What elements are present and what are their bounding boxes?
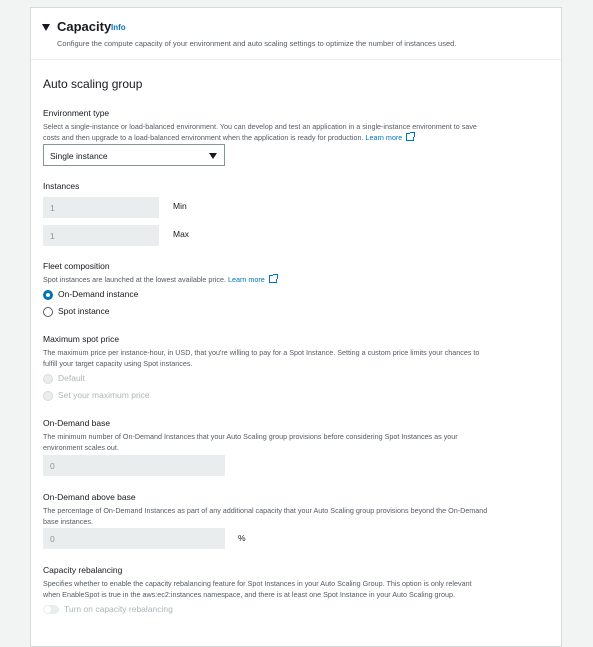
fleet-learn-more-link[interactable]: Learn more <box>228 275 265 284</box>
od-above-description-1: The percentage of On-Demand Instances as part of any additional capacity that your Auto Scaling group provisions beyond the On-Demand <box>43 506 488 515</box>
rebalancing-label: Capacity rebalancing <box>43 565 123 575</box>
external-link-icon[interactable] <box>269 275 277 283</box>
capacity-description: Configure the compute capacity of your environment and auto scaling settings to optimize the number of instances used. <box>57 39 457 48</box>
env-type-label: Environment type <box>43 108 110 118</box>
od-above-input: 0 <box>43 528 225 549</box>
radio-default-price-label: Default <box>58 373 85 383</box>
asg-title: Auto scaling group <box>43 77 143 91</box>
env-type-select[interactable] <box>43 144 225 166</box>
fleet-description: Spot instances are launched at the lowest available price. Learn more <box>43 274 277 285</box>
max-spot-label: Maximum spot price <box>43 334 120 344</box>
instances-min-label: Min <box>173 201 187 211</box>
instances-max-input: 1 <box>43 225 159 246</box>
od-above-label: On-Demand above base <box>43 492 136 502</box>
instances-max-label: Max <box>173 229 190 239</box>
capacity-title[interactable]: Capacity <box>57 19 112 34</box>
od-base-label: On-Demand base <box>43 418 111 428</box>
od-above-description-2: base instances. <box>43 517 93 526</box>
env-type-description-2: costs and then upgrade to a load-balanced environment when the application is ready for production. Learn more <box>43 132 414 143</box>
capacity-panel <box>30 7 562 647</box>
info-link[interactable]: Info <box>111 23 126 32</box>
external-link-icon[interactable] <box>406 133 414 141</box>
env-type-learn-more-link[interactable]: Learn more <box>365 133 403 142</box>
max-spot-description-2: fulfill your target capacity using Spot instances. <box>43 359 193 368</box>
env-type-selected-value: Single instance <box>50 151 108 161</box>
radio-on-demand[interactable] <box>43 290 53 300</box>
capacity-header <box>31 8 561 60</box>
od-base-description-2: environment scales out. <box>43 443 119 452</box>
od-base-input: 0 <box>43 455 225 476</box>
radio-custom-price <box>43 391 53 401</box>
od-above-unit: % <box>238 533 246 543</box>
max-spot-description-1: The maximum price per instance-hour, in USD, that you're willing to pay for a Spot Instance. Setting a custom price limits your chances to <box>43 348 480 357</box>
env-type-description-1: Select a single-instance or load-balanced environment. You can develop and test an application in a single-instance environment to save <box>43 122 477 131</box>
chevron-down-icon <box>209 153 217 159</box>
rebalancing-toggle <box>43 605 59 614</box>
rebalancing-toggle-label: Turn on capacity rebalancing <box>64 604 173 614</box>
radio-default-price <box>43 374 53 384</box>
instances-label: Instances <box>43 181 80 191</box>
instances-min-input: 1 <box>43 197 159 218</box>
radio-custom-price-label: Set your maximum price <box>58 390 150 400</box>
od-base-description-1: The minimum number of On-Demand Instances that your Auto Scaling group provisions before considering Spot Instances as your <box>43 432 458 441</box>
rebalancing-description-2: when EnableSpot is true in the aws:ec2:instances namespace, and there is at least one Spot Instance in your Auto Scaling group. <box>43 590 455 599</box>
radio-on-demand-label[interactable]: On-Demand instance <box>58 289 139 299</box>
rebalancing-description-1: Specifies whether to enable the capacity rebalancing feature for Spot Instances in your Auto Scaling Group. This option is only relevant <box>43 579 472 588</box>
radio-spot-label[interactable]: Spot instance <box>58 306 110 316</box>
fleet-label: Fleet composition <box>43 261 110 271</box>
collapse-caret-icon[interactable] <box>42 24 50 31</box>
radio-spot[interactable] <box>43 307 53 317</box>
